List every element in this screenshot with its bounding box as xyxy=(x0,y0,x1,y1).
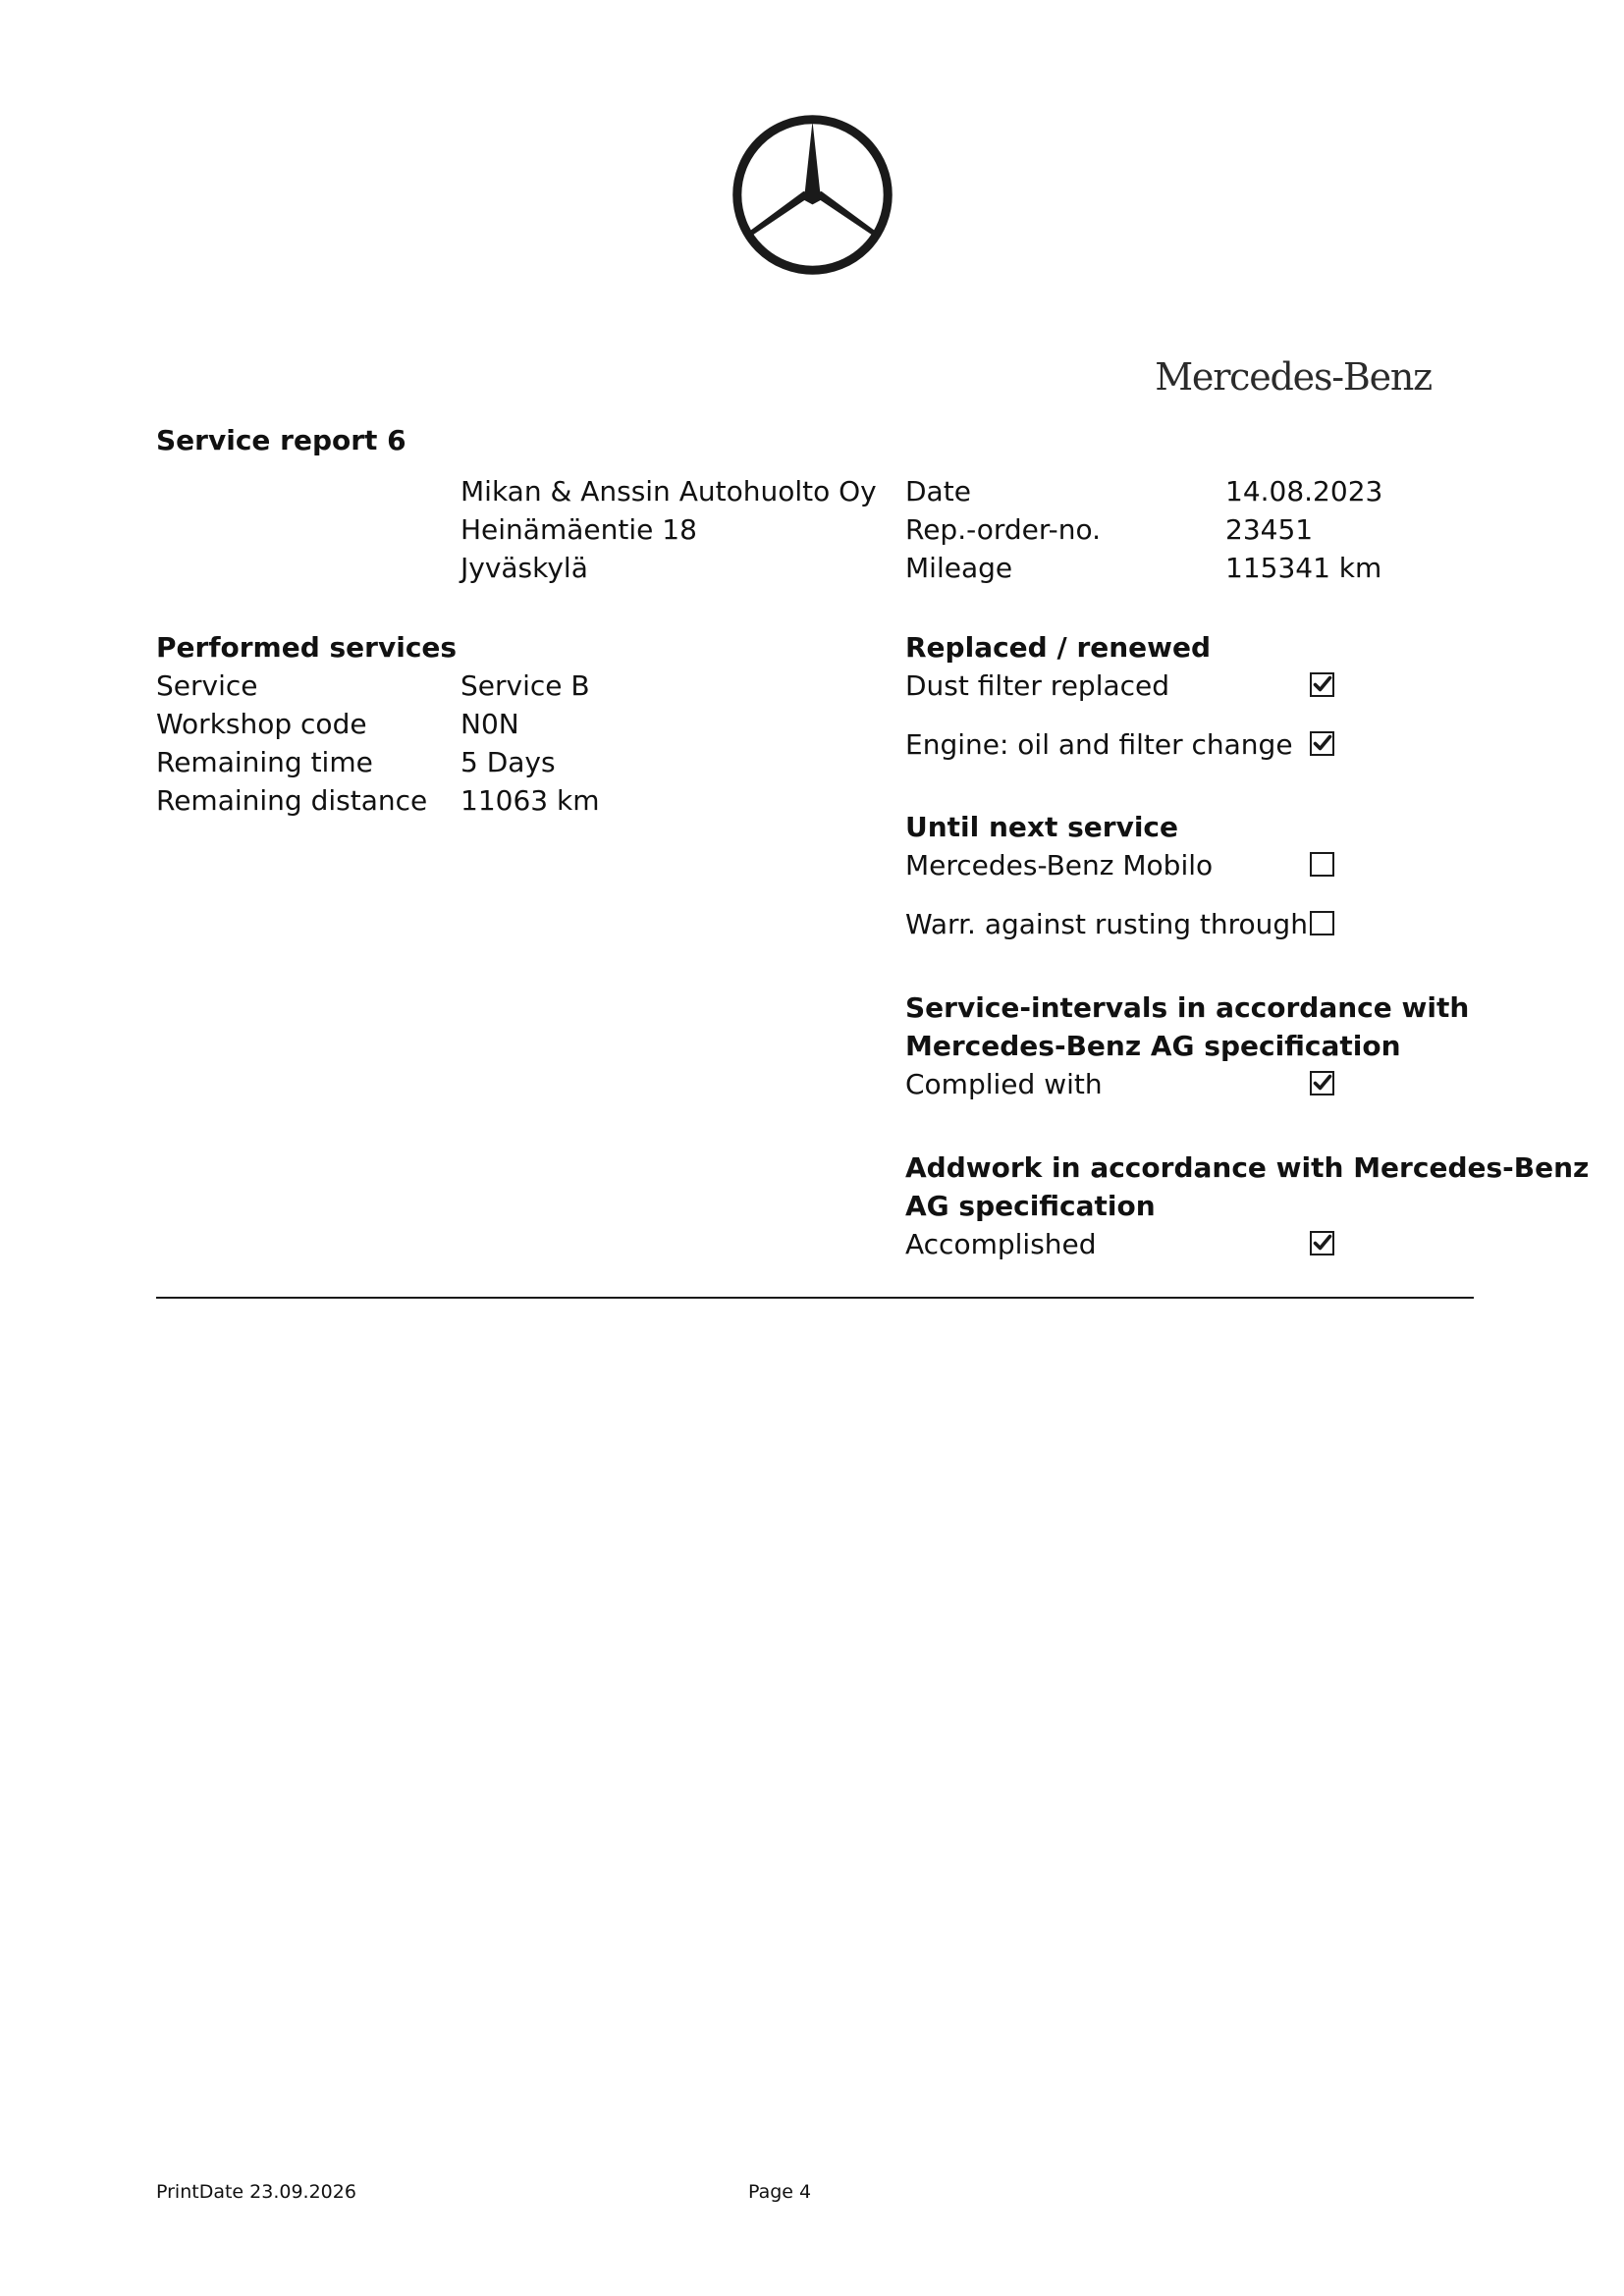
complied-with-checkbox[interactable] xyxy=(1310,1071,1334,1095)
rust-warranty-label: Warr. against rusting through xyxy=(905,908,1308,940)
performed-services-heading: Performed services xyxy=(156,631,458,664)
checkmark-icon xyxy=(1313,1233,1332,1253)
remaining-time-label: Remaining time xyxy=(156,746,373,778)
checkmark-icon xyxy=(1313,1073,1332,1093)
remaining-distance-label: Remaining distance xyxy=(156,784,428,817)
remaining-distance-value: 11063 km xyxy=(460,784,600,817)
report-title: Service report 6 xyxy=(156,424,406,456)
rust-warranty-checkbox[interactable] xyxy=(1310,911,1334,935)
checkmark-icon xyxy=(1313,733,1332,753)
mileage-value: 115341 km xyxy=(1225,552,1382,584)
remaining-time-value: 5 Days xyxy=(460,746,556,778)
mileage-label: Mileage xyxy=(905,552,1013,584)
page-number: Page 4 xyxy=(748,2181,812,2203)
complied-with-label: Complied with xyxy=(905,1068,1103,1100)
until-next-service-heading: Until next service xyxy=(905,811,1179,843)
mobilo-label: Mercedes-Benz Mobilo xyxy=(905,849,1214,881)
service-value: Service B xyxy=(460,669,590,702)
addwork-heading-line1: Addwork in accordance with Mercedes-Benz xyxy=(905,1151,1590,1184)
section-divider xyxy=(156,1297,1474,1299)
service-intervals-heading-line2: Mercedes-Benz AG specification xyxy=(905,1030,1401,1062)
dust-filter-label: Dust filter replaced xyxy=(905,669,1170,702)
brand-wordmark: Mercedes-Benz xyxy=(1155,355,1432,399)
addwork-heading-line2: AG specification xyxy=(905,1190,1156,1222)
workshop-city: Jyväskylä xyxy=(460,552,588,584)
oil-filter-change-checkbox[interactable] xyxy=(1310,731,1334,756)
workshop-name: Mikan & Anssin Autohuolto Oy xyxy=(460,475,877,507)
date-value: 14.08.2023 xyxy=(1225,475,1383,507)
accomplished-checkbox[interactable] xyxy=(1310,1231,1334,1255)
accomplished-label: Accomplished xyxy=(905,1228,1097,1260)
workshop-code-value: N0N xyxy=(460,708,519,740)
oil-filter-change-label: Engine: oil and filter change xyxy=(905,728,1293,761)
service-label: Service xyxy=(156,669,258,702)
checkmark-icon xyxy=(1313,674,1332,694)
mobilo-checkbox[interactable] xyxy=(1310,852,1334,877)
workshop-code-label: Workshop code xyxy=(156,708,367,740)
print-date: PrintDate 23.09.2026 xyxy=(156,2181,356,2203)
dust-filter-checkbox[interactable] xyxy=(1310,672,1334,697)
workshop-street: Heinämäentie 18 xyxy=(460,513,697,546)
rep-order-value: 23451 xyxy=(1225,513,1314,546)
replaced-renewed-heading: Replaced / renewed xyxy=(905,631,1212,664)
mercedes-star-icon xyxy=(731,114,893,276)
date-label: Date xyxy=(905,475,971,507)
rep-order-label: Rep.-order-no. xyxy=(905,513,1101,546)
service-intervals-heading-line1: Service-intervals in accordance with xyxy=(905,991,1470,1024)
